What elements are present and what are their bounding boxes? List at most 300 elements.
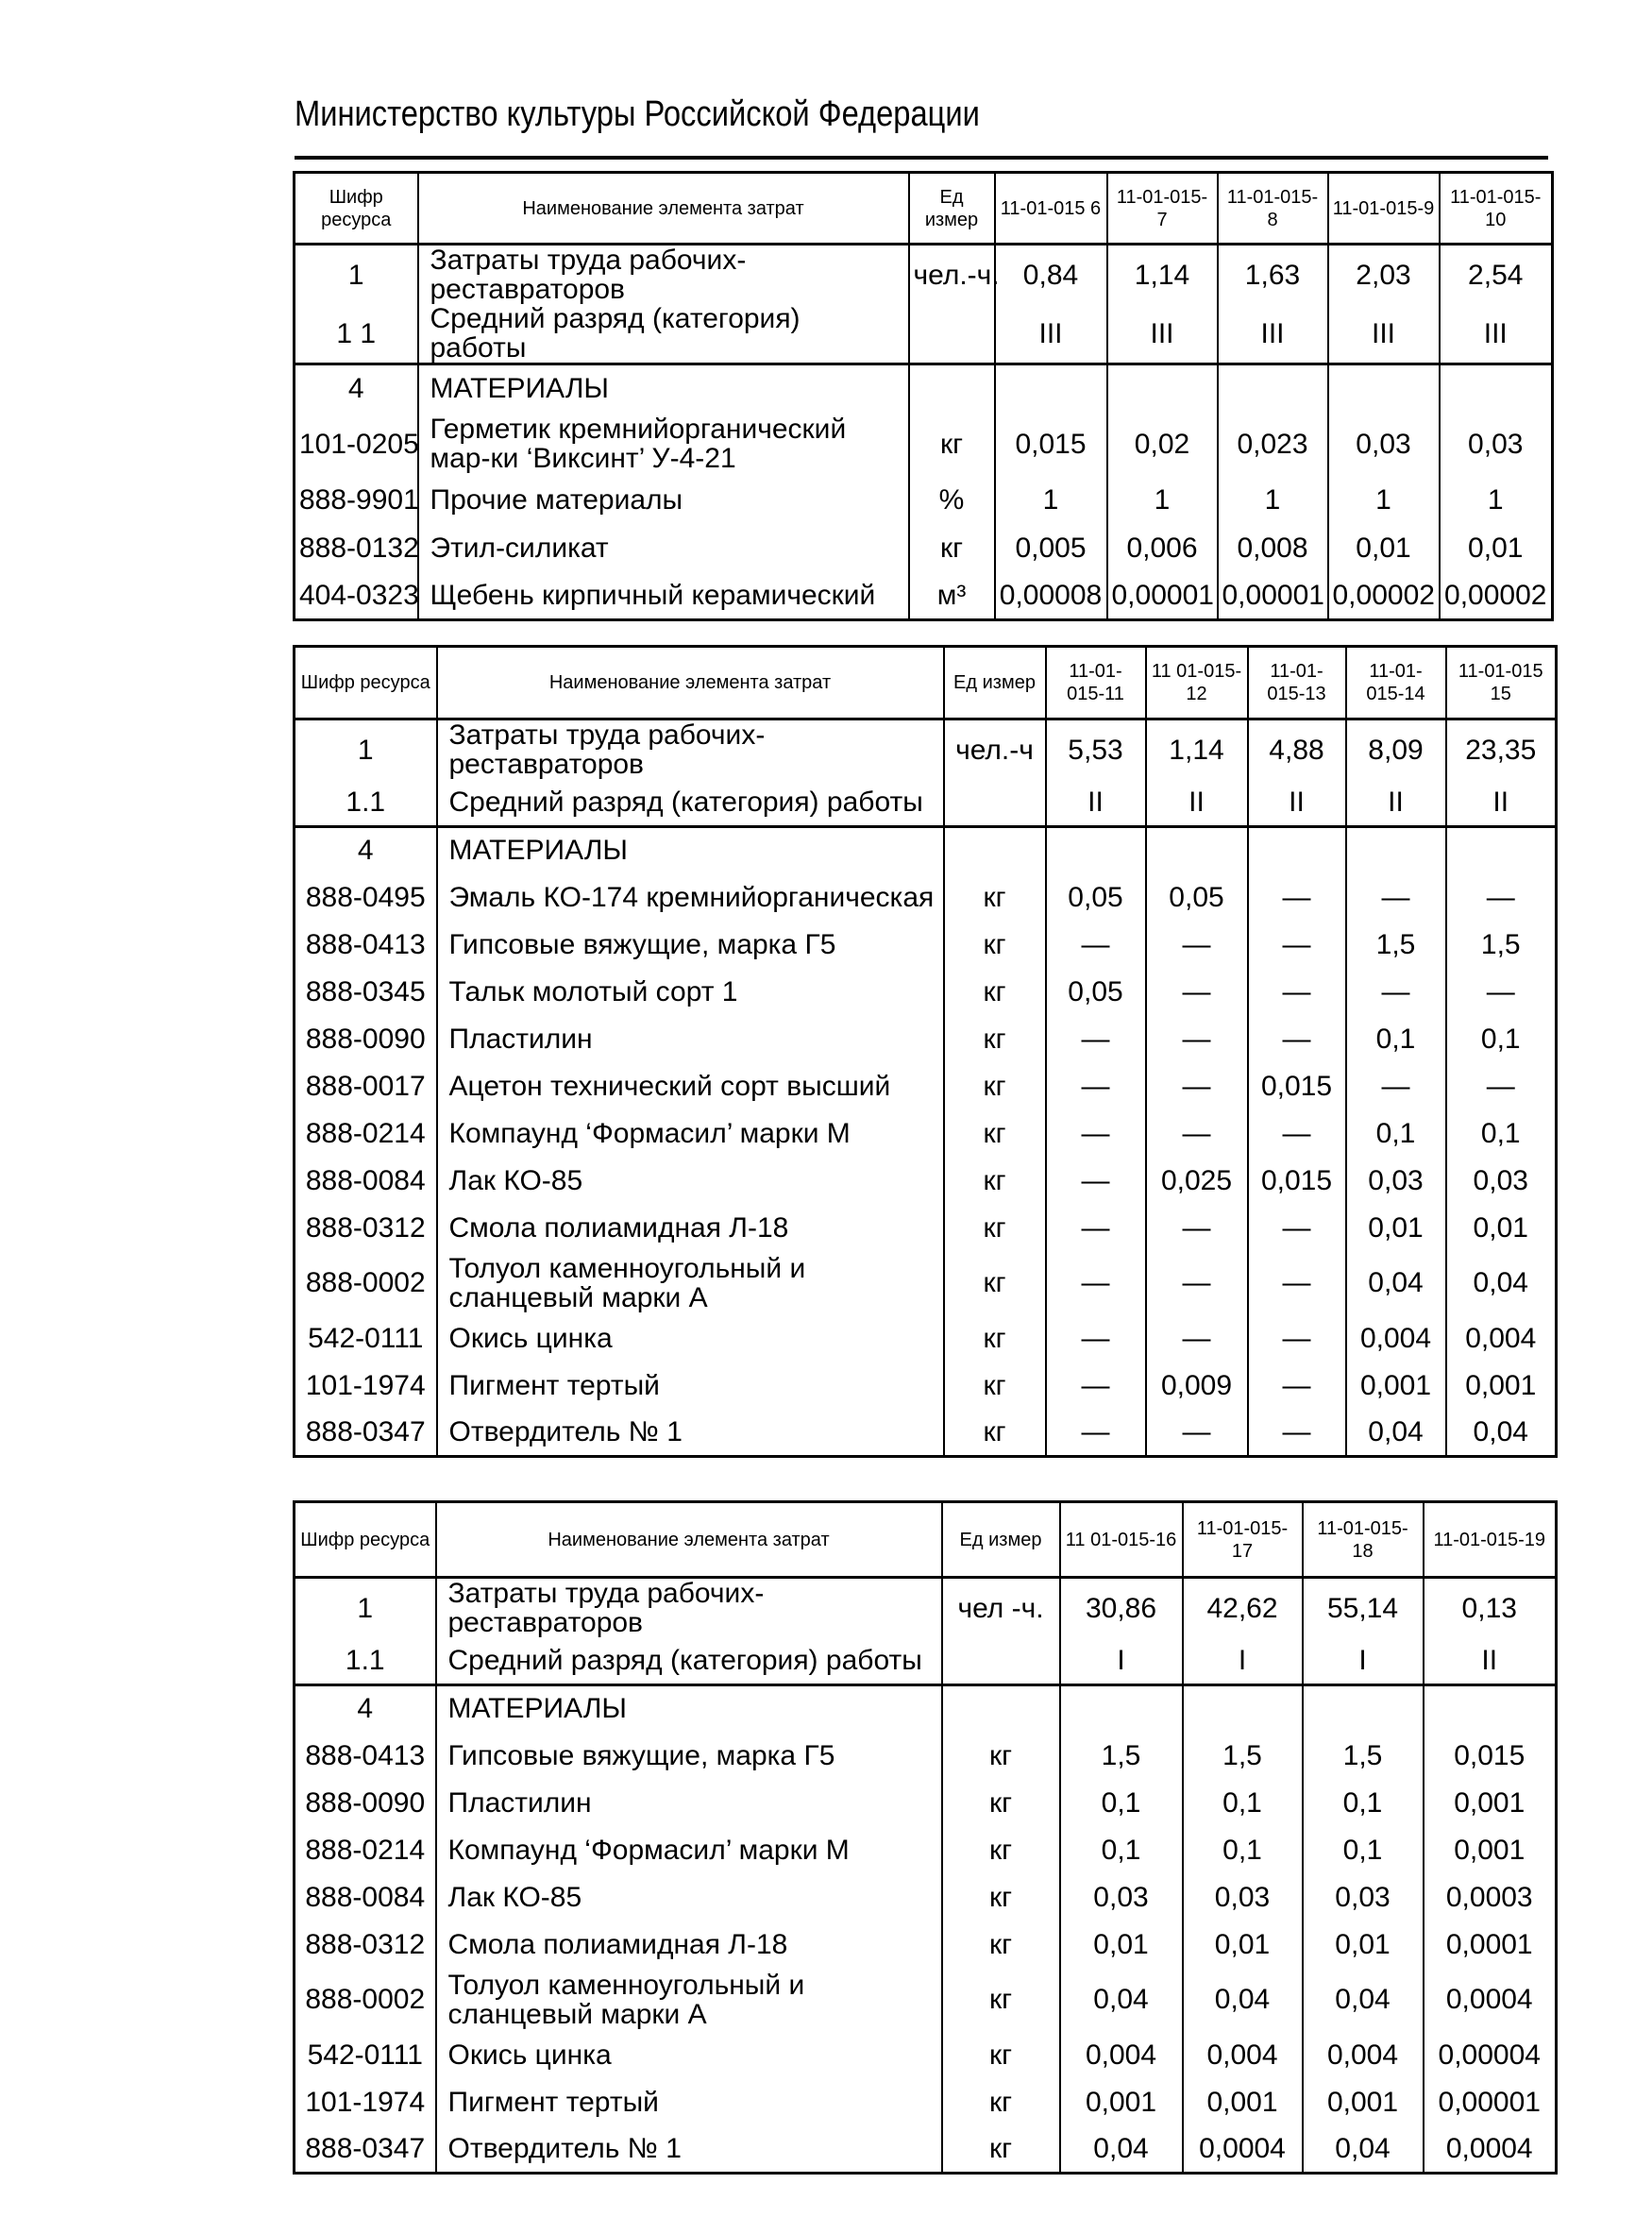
resource-value: 1,5 <box>1446 921 1557 968</box>
resource-value: III <box>1440 304 1553 364</box>
resource-unit: кг <box>942 1873 1060 1921</box>
resource-name: Толуол каменноугольный и сланцевый марки А <box>436 1968 942 2031</box>
resource-unit: кг <box>944 1015 1046 1062</box>
resource-value: 0,006 <box>1107 524 1218 572</box>
resource-value: 0,1 <box>1183 1779 1303 1826</box>
resource-name: Затраты труда рабочих-реставраторов <box>418 245 909 305</box>
resource-value: 0,03 <box>1303 1873 1424 1921</box>
resource-code: 101-1974 <box>295 2078 436 2125</box>
resource-code: 1 1 <box>295 304 418 364</box>
resource-name: Лак КО-85 <box>437 1157 944 1204</box>
resource-name: Смола полиамидная Л-18 <box>436 1921 942 1968</box>
column-header-norm-code: 11-01-015-19 <box>1424 1502 1557 1578</box>
resource-code: 888-0413 <box>295 921 437 968</box>
resource-value: — <box>1446 873 1557 921</box>
resource-value: 0,0001 <box>1424 1921 1557 1968</box>
resource-value: III <box>1328 304 1440 364</box>
resource-value: 2,03 <box>1328 245 1440 305</box>
resource-name: Эмаль КО-174 кремнийорганическая <box>437 873 944 921</box>
resource-unit: кг <box>944 921 1046 968</box>
resource-value: — <box>1046 1314 1146 1362</box>
resource-value: 0,001 <box>1446 1362 1557 1409</box>
resource-unit: кг <box>944 1251 1046 1314</box>
resource-value: 1,5 <box>1060 1732 1183 1779</box>
table-row <box>295 1409 1557 1456</box>
resource-value: — <box>1248 1204 1346 1251</box>
column-header-norm-code: 11-01-015 15 <box>1446 647 1557 719</box>
resource-name: Этил-силикат <box>418 524 909 572</box>
resource-code: 888-0413 <box>295 1732 436 1779</box>
table-row <box>295 1826 1557 1873</box>
resource-value: 0,05 <box>1146 873 1248 921</box>
resource-code: 888-0090 <box>295 1015 437 1062</box>
resource-value: 0,01 <box>1328 524 1440 572</box>
resource-value <box>1248 826 1346 873</box>
resource-value: 0,001 <box>1060 2078 1183 2125</box>
resource-value: 0,1 <box>1446 1109 1557 1157</box>
resource-value: 0,00001 <box>1218 572 1328 620</box>
resource-value: 0,84 <box>995 245 1107 305</box>
resource-unit: кг <box>944 1314 1046 1362</box>
resource-code: 888-0347 <box>295 1409 437 1456</box>
resource-code: 404-0323 <box>295 572 418 620</box>
resource-value: 0,04 <box>1060 2125 1183 2173</box>
table-row <box>295 2078 1557 2125</box>
table-row <box>295 1204 1557 1251</box>
resource-name: Средний разряд (категория) работы <box>437 779 944 826</box>
column-header-norm-code: 11 01-015-16 <box>1060 1502 1183 1578</box>
resource-value: 23,35 <box>1446 719 1557 780</box>
table-row <box>295 245 1553 305</box>
column-header-code: Шифр ресурса <box>295 1502 436 1578</box>
resource-unit: чел -ч. <box>942 1578 1060 1638</box>
resource-value <box>995 364 1107 413</box>
resource-value: 0,015 <box>1424 1732 1557 1779</box>
column-header-unit: Ед измер <box>942 1502 1060 1578</box>
table-row <box>295 1015 1557 1062</box>
resource-code: 4 <box>295 364 418 413</box>
resource-value: 0,03 <box>1183 1873 1303 1921</box>
resource-value: — <box>1146 968 1248 1015</box>
column-header-norm-code: 11-01-015-8 <box>1218 173 1328 245</box>
resource-value: 0,03 <box>1328 413 1440 476</box>
section-row <box>295 1684 1557 1732</box>
resource-table-3 <box>293 1500 1558 2175</box>
resource-unit: кг <box>942 2125 1060 2173</box>
resource-value: — <box>1146 1109 1248 1157</box>
resource-value: 0,015 <box>1248 1157 1346 1204</box>
resource-unit: кг <box>942 2031 1060 2078</box>
resource-value: 0,004 <box>1346 1314 1446 1362</box>
resource-value <box>1046 826 1146 873</box>
page-title: Министерство культуры Российской Федерации <box>295 94 980 134</box>
column-header-norm-code: 11-01-015-18 <box>1303 1502 1424 1578</box>
resource-name: Компаунд ‘Формасил’ марки М <box>437 1109 944 1157</box>
resource-unit: кг <box>944 873 1046 921</box>
resource-value: — <box>1248 1362 1346 1409</box>
column-header-norm-code: 11-01-015-10 <box>1440 173 1553 245</box>
table-row <box>295 1873 1557 1921</box>
resource-value: 0,05 <box>1046 968 1146 1015</box>
column-header-norm-code: 11 01-015-12 <box>1146 647 1248 719</box>
resource-value: 0,1 <box>1303 1779 1424 1826</box>
table-row <box>295 1109 1557 1157</box>
resource-value: 0,03 <box>1446 1157 1557 1204</box>
table-row <box>295 1578 1557 1638</box>
resource-value: 0,00002 <box>1440 572 1553 620</box>
table-row <box>295 476 1553 524</box>
resource-value: 0,1 <box>1060 1779 1183 1826</box>
resource-value: 0,004 <box>1060 2031 1183 2078</box>
resource-value: 0,015 <box>995 413 1107 476</box>
resource-value: 1,14 <box>1146 719 1248 780</box>
resource-name: Окись цинка <box>436 2031 942 2078</box>
resource-name: Щебень кирпичный керамический <box>418 572 909 620</box>
resource-value: 0,001 <box>1424 1779 1557 1826</box>
table-row <box>295 2125 1557 2173</box>
resource-value: 0,01 <box>1303 1921 1424 1968</box>
resource-value: 0,02 <box>1107 413 1218 476</box>
resource-code: 1.1 <box>295 779 437 826</box>
resource-value <box>1303 1684 1424 1732</box>
resource-value: — <box>1046 1015 1146 1062</box>
resource-unit <box>944 779 1046 826</box>
table-row <box>295 2031 1557 2078</box>
resource-unit: кг <box>909 413 995 476</box>
resource-value: 0,1 <box>1446 1015 1557 1062</box>
resource-value: 0,001 <box>1303 2078 1424 2125</box>
resource-name: Отвердитель № 1 <box>436 2125 942 2173</box>
resource-value <box>1446 826 1557 873</box>
resource-value: 0,1 <box>1183 1826 1303 1873</box>
column-header-norm-code: 11-01-015-13 <box>1248 647 1346 719</box>
table-row <box>295 1637 1557 1684</box>
resource-value: I <box>1303 1637 1424 1684</box>
resource-unit: кг <box>942 1779 1060 1826</box>
resource-value: 5,53 <box>1046 719 1146 780</box>
resource-value: — <box>1146 1409 1248 1456</box>
resource-value: 0,01 <box>1446 1204 1557 1251</box>
table-row <box>295 1779 1557 1826</box>
resource-value: 0,004 <box>1183 2031 1303 2078</box>
resource-value: 0,00001 <box>1107 572 1218 620</box>
resource-value: — <box>1046 921 1146 968</box>
resource-code: 888-0214 <box>295 1109 437 1157</box>
resource-value: — <box>1146 921 1248 968</box>
resource-value: 55,14 <box>1303 1578 1424 1638</box>
resource-value: II <box>1424 1637 1557 1684</box>
resource-name: Средний разряд (категория) работы <box>418 304 909 364</box>
table-row <box>295 1921 1557 1968</box>
resource-value: 0,0004 <box>1424 2125 1557 2173</box>
header-row <box>295 173 1553 245</box>
resource-value: — <box>1346 968 1446 1015</box>
table-row <box>295 524 1553 572</box>
resource-value: 30,86 <box>1060 1578 1183 1638</box>
resource-code: 888-0084 <box>295 1873 436 1921</box>
resource-value: 0,01 <box>1183 1921 1303 1968</box>
resource-value: 0,1 <box>1346 1015 1446 1062</box>
resource-name: Прочие материалы <box>418 476 909 524</box>
resource-code: 888-0214 <box>295 1826 436 1873</box>
resource-value: 2,54 <box>1440 245 1553 305</box>
resource-name: Затраты труда рабочих-реставраторов <box>437 719 944 780</box>
column-header-norm-code: 11-01-015-14 <box>1346 647 1446 719</box>
resource-value: 1 <box>1107 476 1218 524</box>
resource-code: 542-0111 <box>295 2031 436 2078</box>
resource-value: — <box>1046 1204 1146 1251</box>
resource-unit <box>942 1637 1060 1684</box>
resource-unit: кг <box>944 968 1046 1015</box>
resource-value <box>1146 826 1248 873</box>
resource-value: 1 <box>1328 476 1440 524</box>
resource-value: — <box>1046 1362 1146 1409</box>
resource-code: 4 <box>295 826 437 873</box>
resource-value: III <box>1107 304 1218 364</box>
resource-value: II <box>1248 779 1346 826</box>
resource-table-2 <box>293 645 1558 1458</box>
table-row <box>295 1362 1557 1409</box>
column-header-norm-code: 11-01-015-9 <box>1328 173 1440 245</box>
resource-name: Затраты труда рабочих-реставраторов <box>436 1578 942 1638</box>
resource-code: 888-0084 <box>295 1157 437 1204</box>
resource-name: МАТЕРИАЛЫ <box>436 1684 942 1732</box>
resource-code: 888-0312 <box>295 1921 436 1968</box>
resource-value: 0,025 <box>1146 1157 1248 1204</box>
table-row <box>295 1062 1557 1109</box>
resource-table-1 <box>293 171 1554 621</box>
resource-name: Толуол каменноугольный и сланцевый марки А <box>437 1251 944 1314</box>
resource-value: — <box>1146 1204 1248 1251</box>
resource-value: 0,04 <box>1346 1409 1446 1456</box>
resource-value <box>1060 1684 1183 1732</box>
resource-unit: кг <box>942 1921 1060 1968</box>
header-row <box>295 647 1557 719</box>
resource-code: 4 <box>295 1684 436 1732</box>
resource-value: — <box>1046 1157 1146 1204</box>
resource-code: 888-0312 <box>295 1204 437 1251</box>
header-rule <box>295 156 1548 160</box>
resource-value: 1,5 <box>1346 921 1446 968</box>
resource-value: 0,04 <box>1303 1968 1424 2031</box>
resource-value: 0,03 <box>1060 1873 1183 1921</box>
resource-name: Герметик кремнийорганический мар-ки ‘Виксинт’ У-4-21 <box>418 413 909 476</box>
header-row <box>295 1502 1557 1578</box>
resource-value: 0,004 <box>1303 2031 1424 2078</box>
resource-value: — <box>1146 1062 1248 1109</box>
resource-value: 0,001 <box>1346 1362 1446 1409</box>
resource-value: 0,001 <box>1424 1826 1557 1873</box>
resource-name: Пигмент тертый <box>436 2078 942 2125</box>
table-row <box>295 1157 1557 1204</box>
resource-name: Окись цинка <box>437 1314 944 1362</box>
resource-value: 8,09 <box>1346 719 1446 780</box>
resource-value <box>1328 364 1440 413</box>
resource-value: 0,00008 <box>995 572 1107 620</box>
resource-value: II <box>1146 779 1248 826</box>
resource-value: 0,01 <box>1060 1921 1183 1968</box>
resource-code: 101-0205 <box>295 413 418 476</box>
resource-value <box>1183 1684 1303 1732</box>
table-row <box>295 968 1557 1015</box>
column-header-code: Шифр ресурса <box>295 173 418 245</box>
resource-value: II <box>1446 779 1557 826</box>
resource-value: — <box>1248 1251 1346 1314</box>
resource-value: — <box>1146 1015 1248 1062</box>
resource-code: 1 <box>295 245 418 305</box>
column-header-name: Наименование элемента затрат <box>418 173 909 245</box>
resource-value: — <box>1046 1062 1146 1109</box>
resource-name: Компаунд ‘Формасил’ марки М <box>436 1826 942 1873</box>
resource-value: — <box>1046 1109 1146 1157</box>
resource-name: Гипсовые вяжущие, марка Г5 <box>437 921 944 968</box>
resource-value: — <box>1446 968 1557 1015</box>
resource-code: 888-0347 <box>295 2125 436 2173</box>
resource-value: 0,04 <box>1346 1251 1446 1314</box>
resource-value: II <box>1346 779 1446 826</box>
resource-name: Отвердитель № 1 <box>437 1409 944 1456</box>
resource-unit: кг <box>942 1826 1060 1873</box>
resource-code: 888-0017 <box>295 1062 437 1109</box>
resource-name: Ацетон технический сорт высший <box>437 1062 944 1109</box>
table-row <box>295 1732 1557 1779</box>
resource-name: Тальк молотый сорт 1 <box>437 968 944 1015</box>
column-header-name: Наименование элемента затрат <box>437 647 944 719</box>
resource-value: 0,015 <box>1248 1062 1346 1109</box>
table-row <box>295 1251 1557 1314</box>
resource-code: 1 <box>295 719 437 780</box>
resource-value: 0,04 <box>1446 1409 1557 1456</box>
resource-code: 888-0090 <box>295 1779 436 1826</box>
resource-value: — <box>1248 1314 1346 1362</box>
resource-code: 1.1 <box>295 1637 436 1684</box>
resource-value: 0,005 <box>995 524 1107 572</box>
resource-code: 1 <box>295 1578 436 1638</box>
resource-name: Пластилин <box>436 1779 942 1826</box>
column-header-norm-code: 11-01-015-11 <box>1046 647 1146 719</box>
resource-value: — <box>1248 968 1346 1015</box>
resource-value: 0,04 <box>1183 1968 1303 2031</box>
resource-code: 888-9901 <box>295 476 418 524</box>
table-row <box>295 873 1557 921</box>
resource-value: I <box>1060 1637 1183 1684</box>
resource-value: 0,1 <box>1346 1109 1446 1157</box>
resource-value: 0,04 <box>1303 2125 1424 2173</box>
resource-unit: кг <box>942 1732 1060 1779</box>
page-header <box>295 94 1548 160</box>
resource-value: — <box>1248 1015 1346 1062</box>
resource-code: 101-1974 <box>295 1362 437 1409</box>
column-header-norm-code: 11-01-015-17 <box>1183 1502 1303 1578</box>
resource-name: МАТЕРИАЛЫ <box>437 826 944 873</box>
column-header-code: Шифр ресурса <box>295 647 437 719</box>
column-header-unit: Ед измер <box>909 173 995 245</box>
resource-value: 0,023 <box>1218 413 1328 476</box>
resource-value: — <box>1146 1251 1248 1314</box>
resource-value: III <box>995 304 1107 364</box>
resource-unit: чел.-ч. <box>909 245 995 305</box>
resource-value: I <box>1183 1637 1303 1684</box>
resource-value: 0,0004 <box>1424 1968 1557 2031</box>
resource-unit: м³ <box>909 572 995 620</box>
resource-unit: кг <box>944 1204 1046 1251</box>
resource-value: 0,00004 <box>1424 2031 1557 2078</box>
resource-unit: кг <box>909 524 995 572</box>
resource-value: 0,004 <box>1446 1314 1557 1362</box>
resource-unit: кг <box>942 1968 1060 2031</box>
resource-value: 1 <box>1218 476 1328 524</box>
resource-value: II <box>1046 779 1146 826</box>
resource-value: — <box>1248 873 1346 921</box>
resource-value: 0,0003 <box>1424 1873 1557 1921</box>
resource-value: 0,008 <box>1218 524 1328 572</box>
resource-value: 4,88 <box>1248 719 1346 780</box>
resource-unit: чел.-ч <box>944 719 1046 780</box>
resource-unit: кг <box>944 1409 1046 1456</box>
resource-value <box>1440 364 1553 413</box>
resource-unit: кг <box>944 1062 1046 1109</box>
table-row <box>295 921 1557 968</box>
resource-value: 0,03 <box>1440 413 1553 476</box>
resource-value: — <box>1046 1409 1146 1456</box>
table-row <box>295 572 1553 620</box>
resource-code: 542-0111 <box>295 1314 437 1362</box>
resource-code: 888-0132 <box>295 524 418 572</box>
resource-value: 0,03 <box>1346 1157 1446 1204</box>
resource-unit: кг <box>942 2078 1060 2125</box>
resource-value <box>1424 1684 1557 1732</box>
resource-value: 1 <box>1440 476 1553 524</box>
resource-value: 0,0004 <box>1183 2125 1303 2173</box>
resource-unit: кг <box>944 1109 1046 1157</box>
resource-value: 0,01 <box>1346 1204 1446 1251</box>
resource-code: 888-0002 <box>295 1251 437 1314</box>
resource-name: Смола полиамидная Л-18 <box>437 1204 944 1251</box>
resource-unit <box>944 826 1046 873</box>
section-row <box>295 826 1557 873</box>
resource-value: 0,01 <box>1440 524 1553 572</box>
resource-value: — <box>1248 921 1346 968</box>
resource-value: 0,1 <box>1303 1826 1424 1873</box>
resource-unit: кг <box>944 1362 1046 1409</box>
resource-value: — <box>1248 1409 1346 1456</box>
resource-value: 0,1 <box>1060 1826 1183 1873</box>
resource-unit <box>942 1684 1060 1732</box>
table-row <box>295 1314 1557 1362</box>
resource-name: Пластилин <box>437 1015 944 1062</box>
resource-value: 1,5 <box>1303 1732 1424 1779</box>
resource-value: 0,001 <box>1183 2078 1303 2125</box>
resource-code: 888-0002 <box>295 1968 436 2031</box>
resource-name: МАТЕРИАЛЫ <box>418 364 909 413</box>
resource-name: Гипсовые вяжущие, марка Г5 <box>436 1732 942 1779</box>
table-row <box>295 304 1553 364</box>
resource-code: 888-0345 <box>295 968 437 1015</box>
resource-value: 0,04 <box>1446 1251 1557 1314</box>
resource-value: 1 <box>995 476 1107 524</box>
resource-name: Лак КО-85 <box>436 1873 942 1921</box>
table-row <box>295 413 1553 476</box>
table-row <box>295 779 1557 826</box>
resource-value: — <box>1046 1251 1146 1314</box>
column-header-unit: Ед измер <box>944 647 1046 719</box>
resource-value: — <box>1248 1109 1346 1157</box>
resource-value: 1,14 <box>1107 245 1218 305</box>
column-header-norm-code: 11-01-015-7 <box>1107 173 1218 245</box>
resource-value: III <box>1218 304 1328 364</box>
resource-value: 0,13 <box>1424 1578 1557 1638</box>
resource-value: 1,5 <box>1183 1732 1303 1779</box>
